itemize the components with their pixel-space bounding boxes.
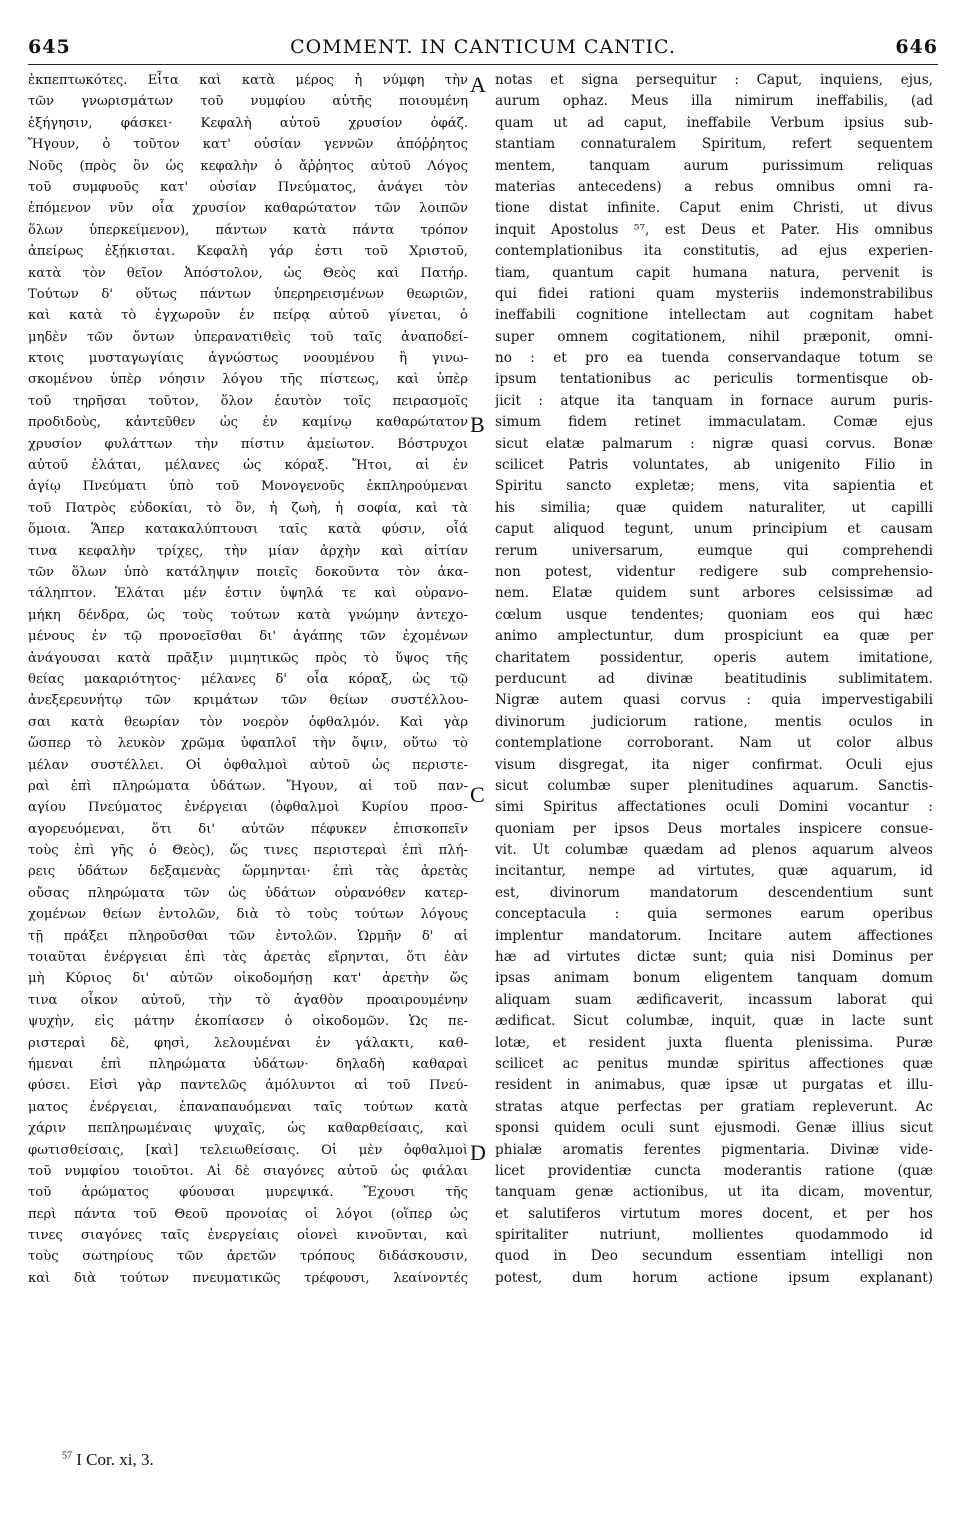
greek-text-line: θείας μακαριότητος· μέλανες δ' οἷα κόραξ, ὡς τῷ xyxy=(28,671,468,687)
latin-text-line: est, divinorum mandatorum descendentium sunt xyxy=(495,884,933,901)
section-marker-d: D xyxy=(470,1140,486,1165)
greek-text-line: σκομένου ὑπὲρ νόησιν λόγου τῆς πίστεως, καὶ ὑπὲρ xyxy=(28,372,468,388)
greek-text-line: ἀνεξερευνήτῳ τῶν κριμάτων τῶν θείων συστέλλου- xyxy=(28,693,468,709)
latin-text-line: mentem, tanquam aurum purissimum reliquas xyxy=(495,157,933,174)
latin-text-line: hæ ad virtutes dictæ sunt; quia nisi Dominus per xyxy=(495,949,933,966)
greek-text-line: τοῦ συμφυοῦς κατ' οὐσίαν Πνεύματος, ἀνάγει τὸν xyxy=(28,179,468,195)
latin-text-line: divinorum judiciorum ratione, mentis oculos in xyxy=(495,713,933,730)
greek-text-line: περὶ πάντα τοῦ Θεοῦ προνοίας οἱ λόγοι (οἵπερ ὡς xyxy=(28,1206,468,1222)
greek-text-line: χρυσίον φυλάττων τὴν πίστιν ἀμείωτον. Βόστρυχοι xyxy=(28,436,468,452)
greek-text-line: τῶν γνωρισμάτων τοῦ νυμφίου αὐτῆς ποιουμένη xyxy=(28,94,468,110)
greek-text-line: αὐτοῦ ἐλάται, μέλανες ὡς κόραξ. Ἤτοι, αἱ ἐν xyxy=(28,458,468,474)
latin-text-line: contemplationibus ita constitutis, ad ejus experien- xyxy=(495,243,933,260)
greek-text-line: τοῦ τηρῆσαι τοῦτον, ὅλον ἑαυτὸν τοῖς πειρασμοῖς xyxy=(28,393,468,409)
latin-text-line: tione distat infinite. Caput enim Christi, ut divus xyxy=(495,200,933,217)
greek-text-line: ἁγίῳ Πνεύματι ὑπὸ τοῦ Μονογενοῦς ἐκπληρούμεναι xyxy=(28,479,468,495)
latin-text-line: aliquam suam ædificaverit, incassum laborat qui xyxy=(495,991,933,1008)
greek-text-line: ἑπόμενον νῦν οἷα χρυσίον καθαρώτατον τῶν λοιπῶν xyxy=(28,201,468,217)
latin-text-line: simi Spiritus affectationes oculi Domini vocantur : xyxy=(495,799,933,816)
greek-text-line: τοιαῦται ἐνέργειαι ἐπὶ τὰς ἀρετὰς εἴρηνται, ὅτι ἐὰν xyxy=(28,950,468,966)
latin-text-line: sponsi quidem oculi sunt ejusmodi. Genæ illius sicut xyxy=(495,1120,933,1137)
greek-text-line: Τούτων δ' οὕτως πάντων ὑπερηρεισμένων θεωριῶν, xyxy=(28,286,468,302)
section-marker-b: B xyxy=(470,412,485,437)
latin-text-line: notas et signa persequitur : Caput, inquiens, ejus, xyxy=(495,72,933,88)
latin-text-line: non potest, videntur redigere sub comprehensio- xyxy=(495,563,933,580)
latin-text-line: phialæ aromatis ferentes pigmentaria. Divinæ vide- xyxy=(495,1141,933,1158)
greek-text-line: τινα οἶκον αὐτοῦ, τὴν τὸ ἀγαθὸν προαιρουμένην xyxy=(28,992,468,1008)
latin-text-line: inquit Apostolus ⁵⁷, est Deus et Pater. His omnibus xyxy=(495,221,933,238)
greek-text-line: καὶ διὰ τούτων πνευματικῶς τρέφουσι, λεαίνοντές xyxy=(28,1270,468,1286)
greek-text-line: ἀπείρως ἐξῄκισται. Κεφαλὴ γάρ ἐστι τοῦ Χριστοῦ, xyxy=(28,244,468,260)
latin-text-line: lotæ, et resident juxta fluenta plenissima. Puræ xyxy=(495,1034,933,1051)
latin-text-line: incitantur, nempe ad virtutes, quæ aquarum, id xyxy=(495,863,933,880)
footnote-text: I Cor. xi, 3. xyxy=(76,1450,154,1469)
greek-text-line: αγίου Πνεύματος ἐνέργειαι (ὀφθαλμοὶ Κυρίου προσ- xyxy=(28,800,468,816)
greek-text-line: χομένων θείων ἐντολῶν, διὰ τὸ τοὺς τούτων λόγους xyxy=(28,907,468,923)
latin-text-line: quam ut ad caput, ineffabile Verbum ipsius sub- xyxy=(495,114,933,131)
greek-text-line: καὶ κατὰ τὸ ἐγχωροῦν ἐν πείρᾳ αὐτοῦ γίνεται, ὁ xyxy=(28,308,468,324)
right-page-number: 646 xyxy=(895,36,938,58)
latin-text-line: scilicet ac penitus mundæ spiritus affectiones quæ xyxy=(495,1055,933,1072)
greek-text-line: κατὰ τὸν θεῖον Ἀπόστολον, ὡς Θεὸς καὶ Πατήρ. xyxy=(28,265,468,281)
latin-text-line: simum fidem retinet immaculatam. Comæ ejus xyxy=(495,414,933,431)
greek-text-line: ὥσπερ τὸ λευκὸν χρῶμα ὑφαπλοῖ τὴν ὄψιν, οὕτω τὸ xyxy=(28,736,468,752)
latin-text-line: et salutiferos virtutum mores docent, et per hos xyxy=(495,1205,933,1222)
latin-text-line: nem. Elatæ quidem sunt arbores celsissimæ ad xyxy=(495,585,933,602)
latin-text-line: qui fidei rationi quam mysteriis indemonstrabilibus xyxy=(495,285,933,302)
greek-text-line: χάριν πεπληρωμέναις ψυχαῖς, ὡς καθαρθείσαις, καὶ xyxy=(28,1121,468,1137)
greek-column xyxy=(28,70,468,1289)
greek-text-line: οὔσας πληρώματα τῶν ὡς ὑδάτων οὐρανόθεν κατερ- xyxy=(28,885,468,901)
greek-text-line: προδιδοὺς, κἀντεῦθεν ὡς ἐν καμίνῳ καθαρώτατον xyxy=(28,415,468,431)
greek-text-line: Ἤγουν, ὁ τοῦτον κατ' οὐσίαν γεννῶν ἀπόῤῥητος xyxy=(28,137,468,153)
latin-text-line: scilicet Patris voluntates, ab unigenito Filio in xyxy=(495,457,933,474)
latin-text-line: his similia; quæ quidem naturaliter, ut capilli xyxy=(495,499,933,516)
latin-text-line: charitatem possidentur, operis autem imitatione, xyxy=(495,649,933,666)
greek-text-line: τοὺς ἐπὶ γῆς ὁ Θεὸς), ὥς τινες περιστεραὶ ἐπὶ πλή- xyxy=(28,843,468,859)
greek-text-line: τινα κεφαλὴν τρίχες, τὴν μίαν ἀρχὴν καὶ αἰτίαν xyxy=(28,543,468,559)
latin-text-line: sicut elatæ palmarum : nigræ quasi corvus. Bonæ xyxy=(495,435,933,452)
greek-text-line: τοὺς σωτηρίους τῶν ἀρετῶν τρόπους διδάσκουσιν, xyxy=(28,1249,468,1265)
latin-text-line: quod in Deo secundum essentiam intelligi non xyxy=(495,1248,933,1265)
latin-text-line: super omnem cogitationem, nihil præponit, omni- xyxy=(495,328,933,345)
latin-text-line: cœlum usque tendentes; quoniam eos qui hæc xyxy=(495,606,933,623)
latin-text-line: ipsum tentationibus ac periculis tormentisque ob- xyxy=(495,371,933,388)
latin-text-line: materias antecedens) a rebus omnibus omni ra- xyxy=(495,178,933,195)
latin-text-line: tanquam genæ actionibus, ut ita dicam, moventur, xyxy=(495,1184,933,1201)
latin-text-line: quoniam per ipsos Deus mortales inspicere consue- xyxy=(495,820,933,837)
latin-text-line: rerum universarum, eumque qui comprehendi xyxy=(495,542,933,559)
latin-text-line: resident in animabus, quæ ipsæ ut purgatas et illu- xyxy=(495,1077,933,1094)
latin-text-line: jicit : atque ita tanquam in fornace aurum puris- xyxy=(495,392,933,409)
greek-text-line: τῶν ὅλων ὑπὸ κατάληψιν ποιεῖς δοκοῦντα τὸν ἀκα- xyxy=(28,564,468,580)
greek-text-line: τινες σιαγόνες ταῖς ἐνεργείαις οἱονεὶ κινοῦνται, καὶ xyxy=(28,1228,468,1244)
latin-text-line: aurum ophaz. Meus illa nimirum ineffabilis, (ad xyxy=(495,93,933,110)
greek-text-line: ματος ἐνέργειαι, ἐπαναπαυόμεναι ταῖς τούτων κατὰ xyxy=(28,1099,468,1115)
greek-text-line: ἐξήγησιν, φάσκει· Κεφαλὴ αὐτοῦ χρυσίον ὀφάζ. xyxy=(28,115,468,131)
greek-text-line: φύσει. Εἰσὶ γὰρ παντελῶς ἀμόλυντοι αἱ τοῦ Πνεύ- xyxy=(28,1078,468,1094)
greek-text-line: ὅμοια. Ἅπερ κατακαλύπτουσι ταῖς κατὰ φύσιν, οἷά xyxy=(28,522,468,538)
greek-text-line: μένους ἐν τῷ προνοεῖσθαι δι' ἀγάπης τῶν ἐχομένων xyxy=(28,629,468,645)
greek-text-line: ρεις ὑδάτων δεξαμενὰς ὥρμηνται· ἐπὶ τὰς ἀρετὰς xyxy=(28,864,468,880)
latin-text-line: conceptacula : quia sermones earum operibus xyxy=(495,906,933,923)
latin-text-line: caput aliquod tegunt, unum principium et causam xyxy=(495,521,933,538)
latin-text-line: vit. Ut columbæ quædam ad plenos aquarum alveos xyxy=(495,842,933,859)
greek-text-line: μήκη δένδρα, ὡς τοὺς τούτων κατὰ γνώμην ἀντεχο- xyxy=(28,607,468,623)
greek-text-line: ψυχὴν, εἰς μάτην ἐκοπίασεν ὁ οἰκοδομῶν. Ὡς πε- xyxy=(28,1014,468,1030)
latin-text-line: licet providentiæ cuncta moderantis ratione (quæ xyxy=(495,1162,933,1179)
greek-text-line: ήμεναι ἐπὶ πληρώματα ὑδάτων· δηλαδὴ καθαραὶ xyxy=(28,1056,468,1072)
greek-text-line: αγορευόμεναι, ὅτι δι' αὐτῶν πέφυκεν ἐπισκοπεῖν xyxy=(28,821,468,837)
latin-text-line: tiam, quantum capit humana natura, pervenit is xyxy=(495,264,933,281)
latin-text-line: sicut columbæ super plenitudines aquarum. Sanctis- xyxy=(495,777,933,794)
latin-column xyxy=(495,70,933,1289)
latin-text-line: Nigræ autem quasi corvus : quia impervestigabili xyxy=(495,692,933,709)
greek-text-line: ἐκπεπτωκότες. Εἶτα καὶ κατὰ μέρος ἡ νύμφη τὴν xyxy=(28,73,468,88)
section-marker-a: A xyxy=(470,72,486,97)
greek-text-line: μηδὲν τῶν ὄντων ὑπερανατιθεὶς τοῦ ταῖς ἀναποδεί- xyxy=(28,329,468,345)
left-page-number: 645 xyxy=(28,36,71,58)
greek-text-line: τάληπτον. Ἐλάται μέν ἐστιν ὑψηλά τε καὶ οὐρανο- xyxy=(28,586,468,602)
greek-text-line: ὅλων ὑπερκείμενον), πάντων κατὰ πάντα τρόπον xyxy=(28,222,468,238)
greek-text-line: κτοις μυσταγωγίαις ἀγνώστως νοουμένου ἢ γινω- xyxy=(28,351,468,367)
latin-text-line: contemplatione corroborant. Nam ut color albus xyxy=(495,735,933,752)
latin-text-line: spiritaliter nutriunt, mollientes quodammodo id xyxy=(495,1227,933,1244)
section-marker-c: C xyxy=(470,782,485,807)
latin-text-line: animo amplectuntur, dum prospiciunt ea quæ per xyxy=(495,628,933,645)
greek-text-line: μέλαν συστέλλει. Οἱ ὀφθαλμοὶ αὐτοῦ ὡς περιστε- xyxy=(28,757,468,773)
latin-text-line: ineffabili cognitione intellectam aut cognitam habet xyxy=(495,307,933,324)
greek-text-line: ραὶ ἐπὶ πληρώματα ὑδάτων. Ἤγουν, αἱ τοῦ παν- xyxy=(28,778,468,794)
latin-text-line: implentur mandatorum. Incitare autem affectiones xyxy=(495,927,933,944)
greek-text-line: ριστεραὶ δὲ, φησὶ, λελουμέναι ἐν γάλακτι, καθ- xyxy=(28,1035,468,1051)
greek-text-line: Νοῦς (πρὸς ὃν ὡς κεφαλὴν ὁ ἄῤῥητος αὐτοῦ Λόγος xyxy=(28,158,468,174)
latin-text-line: potest, dum horum actione ipsum explanant) xyxy=(495,1269,933,1286)
greek-text-line: φωτισθείσαις, [καὶ] τελειωθείσαις. Οἱ μὲν ὀφθαλμοὶ xyxy=(28,1142,468,1158)
latin-text-line: no : et pro ea tuenda conservandaque totum se xyxy=(495,350,933,367)
latin-text-line: perducunt ad divinæ beatitudinis sublimitatem. xyxy=(495,670,933,687)
greek-text-line: τοῦ νυμφίου τοιοῦτοι. Αἱ δὲ σιαγόνες αὐτοῦ ὡς φιάλαι xyxy=(28,1163,468,1179)
latin-text-line: ædificat. Sicut columbæ, inquit, quæ in lacte sunt xyxy=(495,1013,933,1030)
footnote-number: 57 xyxy=(62,1450,72,1462)
running-header xyxy=(28,34,938,65)
latin-text-line: visum disgregat, ita niger confirmat. Oculi ejus xyxy=(495,756,933,773)
latin-text-line: Spiritu sancto expletæ; mens, vita sapientia et xyxy=(495,478,933,495)
latin-text-line: stratas atque perfectas per gratiam repleverunt. Ac xyxy=(495,1098,933,1115)
footnote xyxy=(62,1450,154,1470)
greek-text-line: τοῦ Πατρὸς εὐδοκίαι, τὸ ὂν, ἡ ζωὴ, ἡ σοφία, καὶ τὰ xyxy=(28,500,468,516)
latin-text-line: ipsas animam bonum eligentem tanquam domum xyxy=(495,970,933,987)
greek-text-line: τοῦ ἀρώματος φύουσαι μυρεψικά. Ἔχουσι τῆς xyxy=(28,1185,468,1201)
greek-text-line: σαι κατὰ θεωρίαν τὸν νοερὸν ὀφθαλμόν. Καὶ γὰρ xyxy=(28,714,468,730)
greek-text-line: τῇ πράξει πληροῦσθαι τῶν ἐντολῶν. Ὡρμῆν δ' αἱ xyxy=(28,928,468,944)
greek-text-line: ἀνάγουσαι κατὰ πρᾶξιν μιμητικῶς πρὸς τὸ ὕψος τῆς xyxy=(28,650,468,666)
greek-text-line: μὴ Κύριος δι' αὐτῶν οἰκοδομήσῃ κατ' ἀρετὴν ὥς xyxy=(28,971,468,987)
running-title: COMMENT. IN CANTICUM CANTIC. xyxy=(290,36,676,58)
latin-text-line: stantiam connaturalem Spiritum, refert sequentem xyxy=(495,136,933,153)
